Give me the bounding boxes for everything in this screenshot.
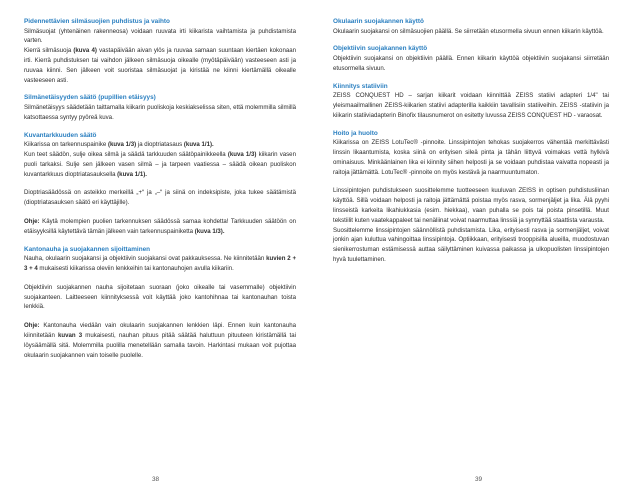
page-number: 38 — [152, 476, 160, 483]
right-page — [319, 0, 638, 497]
section-heading: Hoito ja huolto — [333, 129, 378, 137]
paragraph: Objektiivin suojakansi on objektiivin päällä. Ennen kiikarin käyttöä objektiivin suojakansi siirretään etusormella sivuun. — [333, 54, 609, 72]
page-number: 39 — [475, 476, 483, 483]
paragraph: Nauha, okulaarin suojakansi ja objektiivin suojakansi ovat pakkauksessa. Ne kiinnitetään kuvien 2 + 3 + 4 mukaisesti kiikarissa oleviin lenkkeihin tai kantonauhojen avulla kiikariin. — [24, 255, 297, 272]
paragraph: Dioptriasäädössä on asteikko merkeillä „+“ ja „–“ ja siinä on indeksipiste, joka tukee säätämistä (dioptriatasauksen säätö eri käyttäjille). — [24, 189, 296, 207]
paragraph: Silmänetäisyys säädetään taittamalla kiikarin puoliskoja keskiakselissa siten, että molemmilla silmillä katsottaessa syntyy pyöreä kuva. — [24, 103, 296, 121]
paragraph: Kierrä silmäsuoja (kuva 4) vastapäivään aivan ylös ja ruuvaa samaan suuntaan kiertäen kokonaan irti. Kierrä puhdistuksen tai vaihdon jälkeen silmäsuoja oikealle (myötäpäivään) vasteeseen asti ja ruuvaa kiinni. Sen jälkeen voit suoristaa silmäsuojat ja kiristää ne kiinni kiertämällä oikealle vasteeseen asti. — [24, 47, 296, 84]
note-paragraph: Ohje: Käytä molempien puolien tarkennuksen säädössä samaa kohdetta! Tarkkuuden säätöön on etäisyyksillä käytettävä tämän jälkeen vain tarkennuspainiketta (kuva 1/3). — [24, 217, 296, 235]
paragraph: Kiikarissa on tarkennuspainike (kuva 1/3) ja dioptriatasaus (kuva 1/1). — [24, 141, 214, 149]
paragraph: Kiikarissa on ZEISS LotuTec® -pinnoite. Linssipintojen tehokas suojakerros vähentää merkittävästi linssin likaantumista, koska siinä on erityisen sileä pinta ja tähän liittyvä voimakas vettä hylkivä ominaisuus. Minkäänlainen lika ei kiinnity siihen helposti ja se voidaan puhdistaa vaivatta nopeasti ja raitoja jättämättä. LotuTec® -pinnoite on myös kestävä ja naarmuuntumaton. — [333, 139, 609, 176]
left-column — [24, 18, 296, 360]
paragraph: ZEISS CONQUEST HD – sarjan kiikarit voidaan kiinnittää ZEISS statiivi adapteri 1/4" tai yleismaailmallinen ZEISS-kiikarien statiivi adapterilla kaikkiin tavallisiin statiiveihin. ZEISS -statiivin ja kiikarin statiiviadapterin Binofix tilausnumerot on esitetty luvussa ZEISS CONQUEST HD - varaosat. — [333, 92, 609, 119]
section-heading: Objektiivin suojakannen käyttö — [333, 45, 428, 53]
paragraph: Silmäsuojat (yhtenäinen rakenneosa) voidaan ruuvata irti kiikarista vaihtamista ja puhdistamista varten. — [24, 27, 296, 45]
section-heading: Kuvantarkkuuden säätö — [24, 131, 97, 139]
paragraph: Okulaarin suojakansi on silmäsuojien päällä. Se siirretään etusormella sivuun ennen kiikarin käyttöä. — [333, 27, 604, 35]
right-column — [333, 18, 609, 265]
section-heading: Silmänetäisyyden säätö (pupillien etäisyys) — [24, 94, 156, 102]
paragraph: Linssipintojen puhdistukseen suosittelemme tuotteeseen kuuluvan ZEISS in optisen puhdistusliinan käyttöä. Sillä voidaan helposti ja raitoja jättämättä poistaa myös rasva, sormenjäljet ja lika. Älä pyyhi linsseistä karkeita likahiukkasia (esim. hiekkaa), vaan puhalla se pois tai poista pinsetillä. Muut tekstiilit kuten vaatekappaleet tai nenäliinat voivat naarmuttaa linssiä ja synnyttää staattista varausta. — [333, 187, 609, 224]
section-heading: Pidennettävien silmäsuojien puhdistus ja vaihto — [24, 18, 170, 25]
paragraph: Suosittelemme linssipintojen säännöllistä puhdistamista. Lika, erityisesti rasva ja sormenjäljet, voivat jonkin ajan kuluttua vahingoittaa linssipintoja. Optiikkaan, erityisesti trooppisilla alueilla, muodostuvan sienikerrostuman estämisessä auttaa säilyttäminen kuivassa paikassa ja ulkopuolisten linssipintojen hyvä tuulettaminen. — [333, 226, 609, 263]
paragraph: Objektiivin suojakannen nauha sijoitetaan suoraan (joko oikealle tai vasemmalle) objektiivin suojakanteen. Laitteeseen kiinnityksessä voit käyttää joko kantohihnaa tai kantonauhan toista lenkkiä. — [24, 283, 296, 311]
section-heading: Okulaarin suojakannen käyttö — [333, 18, 424, 25]
paragraph: Kun teet säädön, sulje oikea silmä ja säädä tarkkuuden säätöpainikkeella (kuva 1/3) kiikarin vasen puoli tarkaksi. Sulje sen jälkeen vasen silmä – ja tarpeen vaatiessa – säädä oikean puoliskon kuvantarkkuus dioptriatasauksella (kuva 1/1). — [24, 150, 296, 178]
section-heading: Kiinnitys statiiviin — [333, 82, 388, 90]
section-heading: Kantonauha ja suojakannen sijoittaminen — [24, 245, 151, 253]
note-paragraph: Ohje: Kantonauha viedään vain okulaarin suojakannen lenkkien läpi. Ennen kuin kantonauha kiinnitetään kuvan 3 mukaisesti, nauhan pituus pitää säätää haluttuun pituuteen kiristämällä tai löysäämällä sitä. Molemmilla puolilla menetellään samalla tavoin. Harkintasi mukaan voit pujottaa okulaarin suojakannen vain toiselle puolelle. — [24, 322, 296, 359]
